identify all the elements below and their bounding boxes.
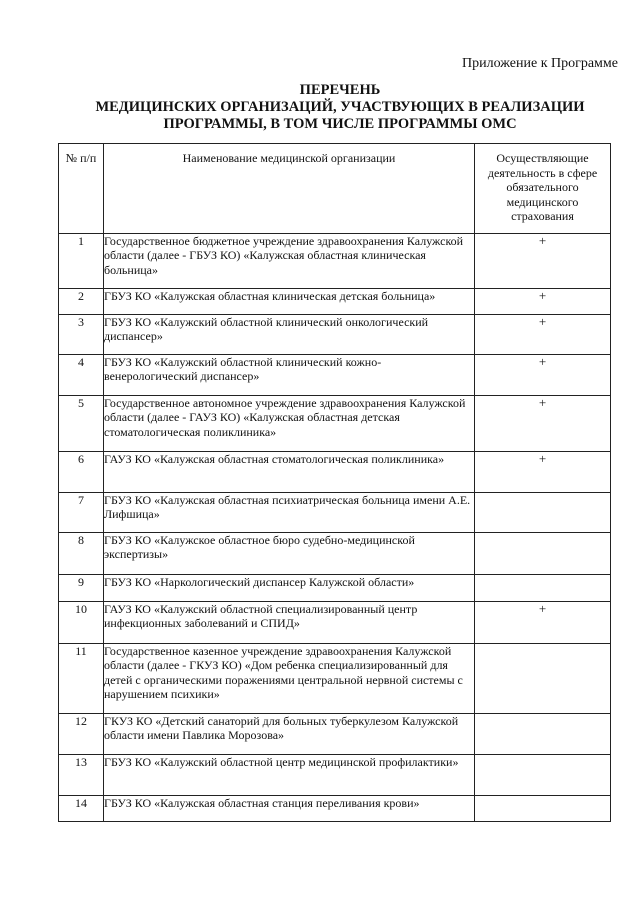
oms-mark <box>475 643 611 713</box>
table-row <box>59 643 611 713</box>
organization-name: ГБУЗ КО «Калужская областная психиатрическая больница имени А.Е. Лифшица» <box>104 492 475 532</box>
organization-name: ГБУЗ КО «Калужский областной клинический кожно-венерологический диспансер» <box>104 354 475 395</box>
oms-mark: + <box>475 395 611 451</box>
oms-mark: + <box>475 451 611 492</box>
table-row <box>59 451 611 492</box>
column-header-number: № п/п <box>59 144 104 234</box>
row-number: 8 <box>59 532 104 574</box>
title-line-2: МЕДИЦИНСКИХ ОРГАНИЗАЦИЙ, УЧАСТВУЮЩИХ В РЕАЛИЗАЦИИ <box>95 99 585 115</box>
organization-name: ГАУЗ КО «Калужский областной специализированный центр инфекционных заболеваний и СПИД» <box>104 601 475 643</box>
organization-name: ГБУЗ КО «Калужская областная станция переливания крови» <box>104 795 475 821</box>
oms-mark: + <box>475 601 611 643</box>
row-number: 7 <box>59 492 104 532</box>
oms-mark <box>475 574 611 601</box>
row-number: 13 <box>59 754 104 795</box>
row-number: 2 <box>59 288 104 314</box>
table-row <box>59 795 611 821</box>
organization-name: ГБУЗ КО «Калужский областной центр медицинской профилактики» <box>104 754 475 795</box>
table-row <box>59 532 611 574</box>
oms-mark: + <box>475 233 611 288</box>
oms-mark: + <box>475 314 611 354</box>
oms-mark <box>475 492 611 532</box>
organization-name: ГБУЗ КО «Калужская областная клиническая детская больница» <box>104 288 475 314</box>
organization-name: ГБУЗ КО «Калужское областное бюро судебно-медицинской экспертизы» <box>104 532 475 574</box>
organization-name: ГАУЗ КО «Калужская областная стоматологическая поликлиника» <box>104 451 475 492</box>
organization-name: ГКУЗ КО «Детский санаторий для больных туберкулезом Калужской области имени Павлика Морозова» <box>104 713 475 754</box>
document-title <box>60 82 620 133</box>
organization-name: Государственное казенное учреждение здравоохранения Калужской области (далее - ГКУЗ КО) «Дом ребенка специализированный для детей с органическими поражениями центральной нервной системы с нарушением психики» <box>104 643 475 713</box>
oms-mark <box>475 754 611 795</box>
row-number: 10 <box>59 601 104 643</box>
table-body <box>59 233 611 821</box>
organization-name: Государственное автономное учреждение здравоохранения Калужской области (далее - ГАУЗ КО) «Калужская областная детская стоматологическая поликлиника» <box>104 395 475 451</box>
table-row <box>59 233 611 288</box>
oms-mark: + <box>475 354 611 395</box>
oms-mark <box>475 532 611 574</box>
row-number: 4 <box>59 354 104 395</box>
organization-name: ГБУЗ КО «Калужский областной клинический онкологический диспансер» <box>104 314 475 354</box>
organization-name: ГБУЗ КО «Наркологический диспансер Калужской области» <box>104 574 475 601</box>
appendix-label: Приложение к Программе <box>462 56 618 71</box>
table-row <box>59 754 611 795</box>
row-number: 14 <box>59 795 104 821</box>
row-number: 5 <box>59 395 104 451</box>
table-row <box>59 492 611 532</box>
oms-mark <box>475 713 611 754</box>
table-row <box>59 395 611 451</box>
column-header-oms: Осуществляющие деятельность в сфере обязательного медицинского страхования <box>475 144 611 234</box>
organizations-table <box>58 143 611 822</box>
table-header-row <box>59 144 611 234</box>
row-number: 9 <box>59 574 104 601</box>
oms-mark: + <box>475 288 611 314</box>
row-number: 1 <box>59 233 104 288</box>
row-number: 12 <box>59 713 104 754</box>
table-row <box>59 288 611 314</box>
row-number: 6 <box>59 451 104 492</box>
organization-name: Государственное бюджетное учреждение здравоохранения Калужской области (далее - ГБУЗ КО) «Калужская областная клиническая больница» <box>104 233 475 288</box>
table-row <box>59 354 611 395</box>
title-line-1: ПЕРЕЧЕНЬ <box>299 82 381 98</box>
oms-mark <box>475 795 611 821</box>
table-row <box>59 314 611 354</box>
table-row <box>59 601 611 643</box>
table-row <box>59 713 611 754</box>
row-number: 3 <box>59 314 104 354</box>
title-line-3: ПРОГРАММЫ, В ТОМ ЧИСЛЕ ПРОГРАММЫ ОМС <box>163 116 517 132</box>
column-header-name: Наименование медицинской организации <box>104 144 475 234</box>
table-row <box>59 574 611 601</box>
row-number: 11 <box>59 643 104 713</box>
